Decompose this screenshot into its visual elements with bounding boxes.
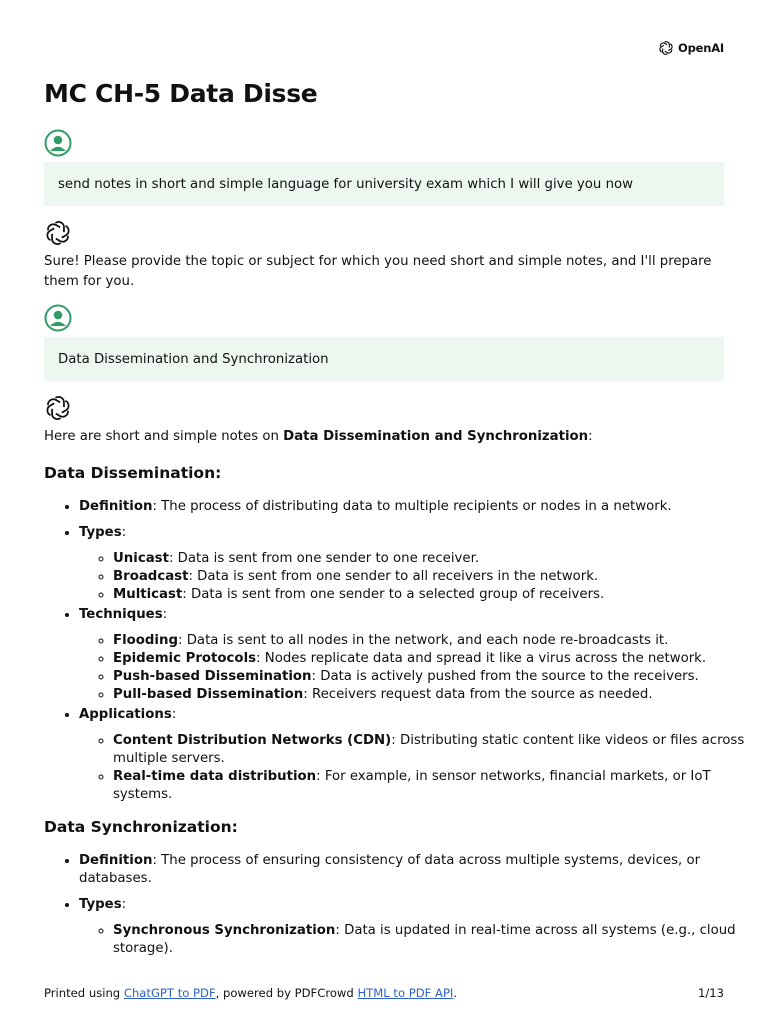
footer-credits	[44, 985, 457, 1001]
list-item	[79, 706, 759, 804]
sub-list-item	[113, 586, 759, 604]
sub-list-item	[113, 732, 759, 768]
item-label: Applications	[79, 707, 172, 722]
list-item	[79, 852, 759, 888]
openai-brand	[658, 40, 724, 56]
item-text: : The process of ensuring consistency of data across multiple systems, devices, or databases.	[79, 853, 701, 886]
item-label: Real-time data distribution	[113, 769, 317, 784]
user-avatar-icon	[44, 304, 72, 332]
assistant-intro	[44, 427, 724, 447]
item-text: :	[121, 525, 127, 540]
item-text: : The process of distributing data to multiple recipients or nodes in a network.	[152, 499, 672, 514]
chatgpt-to-pdf-link[interactable]: ChatGPT to PDF	[123, 986, 216, 1000]
intro-end: :	[588, 429, 593, 444]
synchronization-list	[44, 852, 759, 960]
user-message	[44, 162, 724, 206]
list-item	[79, 606, 759, 704]
item-text: : Receivers request data from the source as needed.	[303, 687, 653, 702]
item-label: Synchronous Synchronization	[113, 923, 336, 938]
item-label: Epidemic Protocols	[113, 651, 257, 666]
page-footer	[44, 985, 724, 1001]
item-label: Unicast	[113, 551, 169, 566]
item-text: : Data is actively pushed from the source to the receivers.	[311, 669, 699, 684]
list-item	[79, 524, 759, 604]
sub-list	[79, 632, 759, 704]
item-text: : Distributing static content like videos or files across multiple servers.	[113, 733, 745, 766]
openai-logo-icon	[658, 40, 674, 56]
item-text: : Data is sent from one sender to one receiver.	[168, 551, 480, 566]
item-label: Broadcast	[113, 569, 189, 584]
sub-list-item	[113, 768, 759, 804]
item-label: Content Distribution Networks (CDN)	[113, 733, 392, 748]
item-label: Types	[79, 897, 122, 912]
user-message-text: Data Dissemination and Synchronization	[58, 351, 329, 367]
page-number: 1/13	[697, 986, 724, 1000]
brand-name: OpenAI	[678, 41, 724, 55]
sub-list	[79, 550, 759, 604]
dissemination-list	[44, 498, 759, 806]
intro-topic: Data Dissemination and Synchronization	[283, 429, 589, 444]
section-heading-dissemination: Data Dissemination:	[44, 464, 222, 482]
footer-text: , powered by PDFCrowd	[215, 986, 358, 1000]
sub-list-item	[113, 686, 759, 704]
chatgpt-logo-icon	[44, 219, 72, 247]
item-text: :	[162, 607, 168, 622]
item-text: : Data is sent from one sender to a selected group of receivers.	[182, 587, 605, 602]
list-item	[79, 896, 759, 958]
user-message	[44, 337, 724, 381]
item-label: Types	[79, 525, 122, 540]
sub-list	[79, 732, 759, 804]
section-heading-synchronization: Data Synchronization:	[44, 818, 238, 836]
sub-list-item	[113, 650, 759, 668]
footer-text: Printed using	[44, 986, 124, 1000]
item-text: : For example, in sensor networks, financial markets, or IoT systems.	[113, 769, 711, 802]
item-label: Definition	[79, 499, 153, 514]
item-label: Definition	[79, 853, 153, 868]
item-text: : Data is updated in real-time across all systems (e.g., cloud storage).	[113, 923, 736, 956]
footer-text: .	[453, 986, 458, 1000]
sub-list	[79, 922, 759, 958]
sub-list-item	[113, 632, 759, 650]
html-to-pdf-api-link[interactable]: HTML to PDF API	[357, 986, 454, 1000]
item-label: Flooding	[113, 633, 178, 648]
list-item	[79, 498, 759, 516]
item-text: : Data is sent from one sender to all receivers in the network.	[188, 569, 599, 584]
chatgpt-logo-icon	[44, 394, 72, 422]
sub-list-item	[113, 922, 759, 958]
intro-text: Here are short and simple notes on	[44, 429, 284, 444]
item-label: Techniques	[79, 607, 163, 622]
sub-list-item	[113, 668, 759, 686]
sub-list-item	[113, 568, 759, 586]
item-label: Multicast	[113, 587, 183, 602]
user-avatar-icon	[44, 129, 72, 157]
item-text: :	[121, 897, 127, 912]
page-title: MC CH-5 Data Disse	[44, 79, 318, 108]
assistant-message: Sure! Please provide the topic or subject for which you need short and simple notes, and I'll prepare them for you.	[44, 254, 712, 289]
item-label: Pull-based Dissemination	[113, 687, 304, 702]
sub-list-item	[113, 550, 759, 568]
item-text: : Data is sent to all nodes in the network, and each node re-broadcasts it.	[177, 633, 669, 648]
item-text: : Nodes replicate data and spread it like a virus across the network.	[256, 651, 707, 666]
item-text: :	[171, 707, 177, 722]
user-message-text: send notes in short and simple language for university exam which I will give you now	[58, 176, 634, 192]
item-label: Push-based Dissemination	[113, 669, 312, 684]
